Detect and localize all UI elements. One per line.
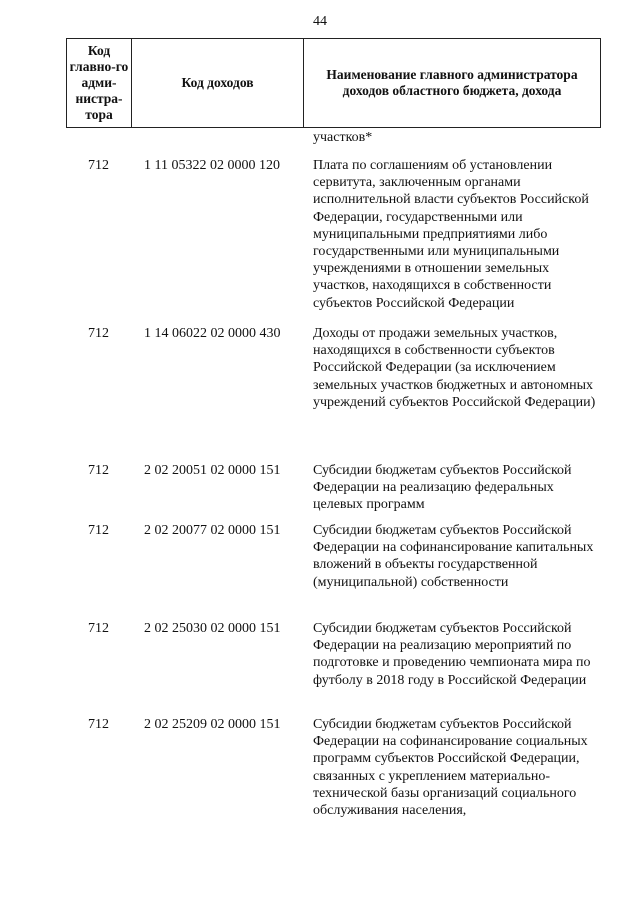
admin-code: 712 bbox=[88, 717, 109, 732]
table-header bbox=[66, 38, 601, 128]
admin-code: 712 bbox=[88, 326, 109, 341]
income-name: Субсидии бюджетам субъектов Российской Федерации на софинансирование капитальных вложений в объекты государственной (муниципальной) собственности bbox=[313, 523, 594, 590]
income-name: Субсидии бюджетам субъектов Российской Федерации на софинансирование социальных программ субъектов Российской Федерации, связанных с укреплением материально-технической базы организаций социального обслуживания населения, bbox=[313, 717, 588, 819]
income-name: Доходы от продажи земельных участков, находящихся в собственности субъектов Российской Федерации (за исключением земельных участков бюджетных и автономных учреждений субъектов Российской Федерации) bbox=[313, 326, 596, 410]
income-code: 2 02 25209 02 0000 151 bbox=[144, 717, 281, 732]
income-name: Субсидии бюджетам субъектов Российской Федерации на реализацию мероприятий по подготовке и проведению чемпионата мира по футболу в 2018 году в Российской Федерации bbox=[313, 621, 591, 688]
header-admin-code: Код главно-го адми-нистра-тора bbox=[67, 39, 132, 127]
admin-code: 712 bbox=[88, 463, 109, 478]
income-code: 1 14 06022 02 0000 430 bbox=[144, 326, 281, 341]
admin-code: 712 bbox=[88, 523, 109, 538]
admin-code: 712 bbox=[88, 158, 109, 173]
continuation-text: участков* bbox=[313, 130, 373, 145]
header-income-code: Код доходов bbox=[132, 39, 304, 127]
income-code: 2 02 25030 02 0000 151 bbox=[144, 621, 281, 636]
income-code: 2 02 20051 02 0000 151 bbox=[144, 463, 281, 478]
admin-code: 712 bbox=[88, 621, 109, 636]
header-name: Наименование главного администратора доходов областного бюджета, дохода bbox=[326, 67, 578, 98]
income-code: 1 11 05322 02 0000 120 bbox=[144, 158, 280, 173]
income-name: Субсидии бюджетам субъектов Российской Федерации на реализацию федеральных целевых программ bbox=[313, 463, 572, 513]
income-name: Плата по соглашениям об установлении сервитута, заключенным органами исполнительной власти субъектов Российской Федерации, государственными или муниципальными предприятиями либо государственными или муниципальными учреждениями в отношении земельных участков, находящихся в собственности субъектов Российской Федерации bbox=[313, 158, 589, 311]
income-code: 2 02 20077 02 0000 151 bbox=[144, 523, 281, 538]
page-number: 44 bbox=[313, 14, 327, 29]
